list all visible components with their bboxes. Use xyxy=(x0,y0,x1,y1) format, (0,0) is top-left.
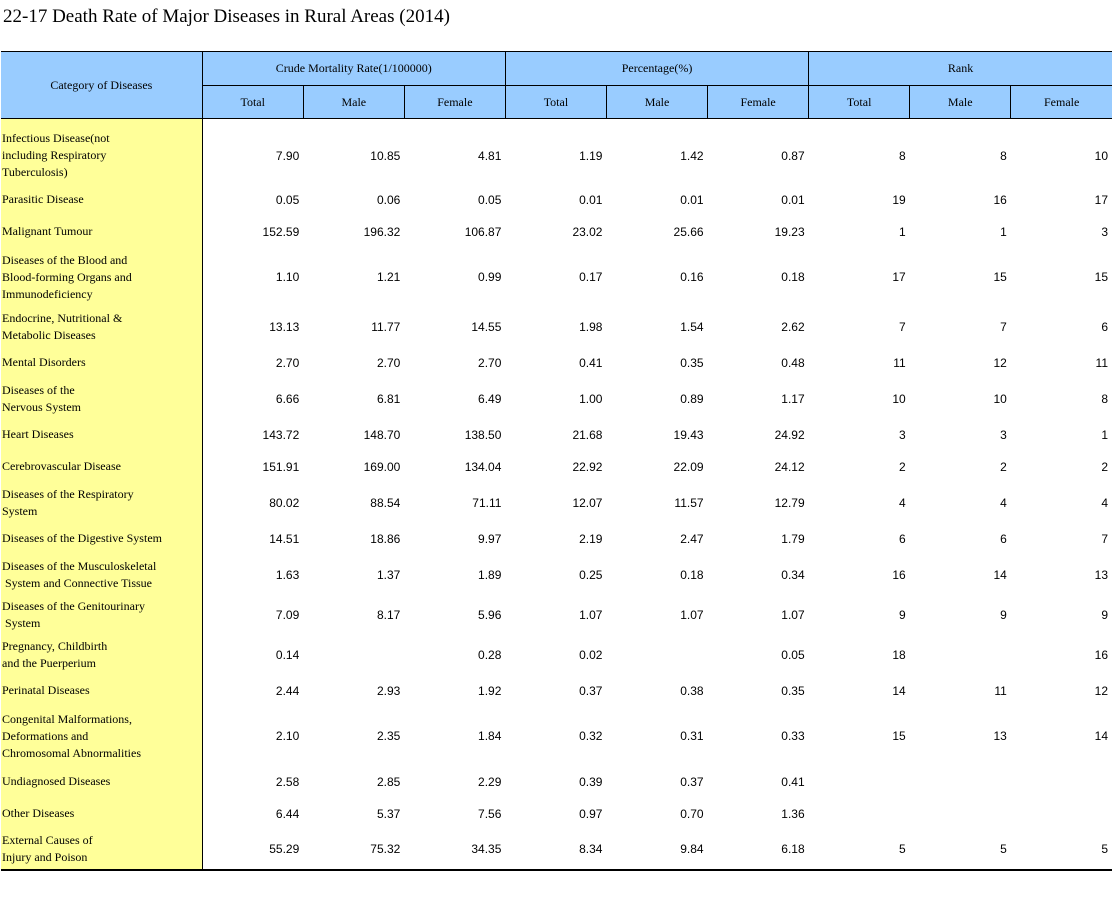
header-sub-total: Total xyxy=(202,86,303,119)
value-cell: 2.10 xyxy=(275,729,300,743)
header-sub-male: Male xyxy=(303,86,404,119)
category-line: Parasitic Disease xyxy=(2,192,84,206)
value-cell: 138.50 xyxy=(464,427,502,442)
value-cell: 0.14 xyxy=(275,647,300,662)
value-cell: 0.01 xyxy=(579,192,603,207)
category-line: Diseases of the Genitourinary xyxy=(2,598,145,613)
category-line: Diseases of the Blood and xyxy=(2,252,128,267)
value-cell: 2.70 xyxy=(376,355,401,370)
value-cell: 2.85 xyxy=(376,774,401,789)
value-cell: 2.58 xyxy=(275,774,300,789)
value-cell: 22.09 xyxy=(673,459,704,474)
value-cell: 2.19 xyxy=(579,531,603,546)
value-cell: 80.02 xyxy=(269,495,300,510)
value-cell: 17 xyxy=(892,270,906,284)
value-cell xyxy=(1011,766,1112,798)
value-cell: 152.59 xyxy=(262,224,300,239)
value-cell: 0.31 xyxy=(680,729,704,743)
value-cell: 14.55 xyxy=(471,319,502,334)
value-cell: 1.19 xyxy=(579,148,603,163)
value-cell: 19.23 xyxy=(774,224,805,239)
value-cell: 0.89 xyxy=(680,391,704,406)
value-cell: 5 xyxy=(1011,830,1112,870)
value-cell: 23.02 xyxy=(572,224,603,239)
category-line: and the Puerperium xyxy=(2,655,96,670)
category-line: Mental Disorders xyxy=(2,355,86,369)
value-cell: 0.97 xyxy=(579,806,603,821)
value-cell xyxy=(910,766,1011,798)
value-cell: 14 xyxy=(1094,729,1108,743)
category-line: Diseases of the Digestive System xyxy=(2,531,162,545)
value-cell xyxy=(910,798,1011,830)
value-cell: 6.81 xyxy=(376,391,401,406)
value-cell: 22.92 xyxy=(572,459,603,474)
value-cell: 0.05 xyxy=(478,192,502,207)
category-line: External Causes of xyxy=(2,833,93,847)
value-cell: 1.63 xyxy=(275,567,300,582)
value-cell xyxy=(809,766,910,798)
value-cell: 8.17 xyxy=(376,607,401,622)
header-sub-female: Female xyxy=(404,86,505,119)
category-cell xyxy=(1,119,202,184)
value-cell: 12.07 xyxy=(572,495,603,510)
value-cell: 0.35 xyxy=(680,355,704,370)
category-line: Nervous System xyxy=(2,399,81,414)
category-line: Metabolic Diseases xyxy=(2,327,96,342)
value-cell: 196.32 xyxy=(363,224,401,239)
header-group-percentage: Percentage(%) xyxy=(505,52,808,86)
value-cell: 0.18 xyxy=(781,270,805,284)
value-cell: 2.93 xyxy=(376,683,401,698)
category-line: Perinatal Diseases xyxy=(2,683,90,697)
value-cell: 1.98 xyxy=(579,319,603,334)
value-cell: 25.66 xyxy=(673,224,704,239)
value-cell: 10 xyxy=(892,391,906,406)
value-cell: 2.47 xyxy=(680,531,704,546)
category-cell xyxy=(1,216,202,248)
value-cell: 151.91 xyxy=(262,459,300,474)
value-cell: 12 xyxy=(1094,683,1108,698)
value-cell: 1.07 xyxy=(781,607,805,622)
value-cell xyxy=(303,635,404,675)
value-cell: 1 xyxy=(1000,224,1007,239)
category-line: Pregnancy, Childbirth xyxy=(2,638,108,653)
header-category: Category of Diseases xyxy=(1,52,202,119)
value-cell: 4 xyxy=(1101,495,1108,510)
value-cell: 1 xyxy=(899,224,906,239)
value-cell: 16 xyxy=(892,567,906,582)
value-cell: 0.37 xyxy=(579,683,603,698)
value-cell: 11.77 xyxy=(371,319,401,334)
category-line: Deformations and xyxy=(2,728,89,743)
value-cell: 134.04 xyxy=(464,459,502,474)
value-cell: 13.13 xyxy=(269,319,300,334)
category-line: Injury and Poison xyxy=(2,850,88,864)
header-group-rank: Rank xyxy=(809,52,1112,86)
value-cell: 2.70 xyxy=(275,355,300,370)
category-line: Tuberculosis) xyxy=(2,165,68,180)
value-cell: 143.72 xyxy=(262,427,300,442)
category-line: Blood-forming Organs and xyxy=(2,269,132,284)
value-cell: 0.17 xyxy=(579,270,603,284)
category-line: Cerebrovascular Disease xyxy=(2,459,121,473)
header-sub-total: Total xyxy=(505,86,606,119)
value-cell: 8.34 xyxy=(505,830,606,870)
value-cell: 55.29 xyxy=(202,830,303,870)
value-cell: 2 xyxy=(1000,459,1007,474)
value-cell: 14.51 xyxy=(269,531,300,546)
value-cell: 4 xyxy=(899,495,906,510)
value-cell: 1.37 xyxy=(376,567,401,582)
value-cell: 15 xyxy=(892,729,906,743)
table-row xyxy=(1,216,1112,248)
value-cell: 0.48 xyxy=(781,355,805,370)
value-cell: 0.32 xyxy=(579,729,603,743)
value-cell: 1.07 xyxy=(579,607,603,622)
category-cell xyxy=(1,830,202,870)
value-cell: 2.35 xyxy=(376,729,401,743)
table-row xyxy=(1,798,1112,830)
value-cell: 0.18 xyxy=(680,567,704,582)
value-cell: 9.97 xyxy=(478,531,502,546)
value-cell: 0.39 xyxy=(579,774,603,789)
value-cell: 0.35 xyxy=(781,683,805,698)
value-cell: 2 xyxy=(1101,459,1108,474)
value-cell: 4.81 xyxy=(478,148,502,163)
header-sub-female: Female xyxy=(1011,86,1112,119)
category-line: Other Diseases xyxy=(2,806,75,820)
value-cell: 8 xyxy=(1101,391,1108,406)
value-cell: 1.89 xyxy=(478,567,502,582)
value-cell: 8 xyxy=(1000,148,1007,163)
value-cell: 18 xyxy=(892,647,906,662)
table-row xyxy=(1,379,1112,419)
value-cell: 1.00 xyxy=(579,391,603,406)
table-row xyxy=(1,766,1112,798)
category-line: including Respiratory xyxy=(2,148,107,163)
value-cell: 0.33 xyxy=(781,729,805,743)
value-cell: 1 xyxy=(1101,427,1108,442)
value-cell: 0.38 xyxy=(680,683,704,698)
value-cell xyxy=(606,635,707,675)
table-row xyxy=(1,184,1112,216)
value-cell: 6.18 xyxy=(708,830,809,870)
value-cell: 0.16 xyxy=(680,270,704,284)
value-cell: 6.49 xyxy=(478,391,502,406)
value-cell: 0.99 xyxy=(478,270,502,284)
table-body xyxy=(1,119,1112,870)
category-cell xyxy=(1,595,202,635)
value-cell: 3 xyxy=(899,427,906,442)
table-row xyxy=(1,483,1112,523)
value-cell: 7.09 xyxy=(275,607,300,622)
value-cell: 5 xyxy=(910,830,1011,870)
category-line: System xyxy=(2,615,41,630)
value-cell: 19.43 xyxy=(673,427,704,442)
value-cell: 0.37 xyxy=(680,774,704,789)
value-cell: 3 xyxy=(1101,224,1108,239)
value-cell: 6.44 xyxy=(275,806,300,821)
category-cell xyxy=(1,307,202,347)
value-cell: 10 xyxy=(993,391,1007,406)
category-line: System xyxy=(2,503,38,518)
category-cell xyxy=(1,451,202,483)
value-cell: 11.57 xyxy=(674,495,704,510)
value-cell: 5.37 xyxy=(376,806,401,821)
category-line: Chromosomal Abnormalities xyxy=(2,745,141,760)
value-cell: 19 xyxy=(892,192,906,207)
value-cell: 21.68 xyxy=(572,427,603,442)
value-cell: 15 xyxy=(993,270,1007,284)
value-cell: 11 xyxy=(994,683,1007,698)
value-cell: 1.36 xyxy=(781,806,805,821)
value-cell: 7 xyxy=(1000,319,1007,334)
header-sub-female: Female xyxy=(708,86,809,119)
value-cell: 75.32 xyxy=(303,830,404,870)
value-cell: 10 xyxy=(1094,148,1108,163)
category-cell xyxy=(1,184,202,216)
value-cell: 9 xyxy=(1101,607,1108,622)
header-sub-male: Male xyxy=(910,86,1011,119)
value-cell: 1.84 xyxy=(478,729,502,743)
value-cell: 9 xyxy=(1000,607,1007,622)
header-sub-total: Total xyxy=(809,86,910,119)
value-cell: 2 xyxy=(899,459,906,474)
data-table xyxy=(1,51,1112,871)
value-cell: 1.17 xyxy=(781,391,805,406)
value-cell: 7 xyxy=(899,319,906,334)
category-line: Immunodeficiency xyxy=(2,286,93,301)
category-cell xyxy=(1,483,202,523)
value-cell: 4 xyxy=(1000,495,1007,510)
value-cell: 0.02 xyxy=(579,647,603,662)
value-cell: 13 xyxy=(1094,567,1108,582)
value-cell: 5 xyxy=(809,830,910,870)
table-row xyxy=(1,248,1112,307)
category-cell xyxy=(1,523,202,555)
value-cell: 2.29 xyxy=(478,774,502,789)
value-cell: 0.25 xyxy=(579,567,603,582)
table-row xyxy=(1,675,1112,707)
value-cell: 11 xyxy=(1095,355,1108,370)
table-row xyxy=(1,119,1112,184)
table-row xyxy=(1,307,1112,347)
value-cell: 7.90 xyxy=(275,148,300,163)
category-cell xyxy=(1,798,202,830)
category-cell xyxy=(1,379,202,419)
value-cell: 1.79 xyxy=(781,531,805,546)
value-cell: 12.79 xyxy=(774,495,805,510)
value-cell: 17 xyxy=(1094,192,1108,207)
category-line: Diseases of the Musculoskeletal xyxy=(2,558,157,573)
value-cell: 24.12 xyxy=(774,459,805,474)
table-row xyxy=(1,419,1112,451)
value-cell: 24.92 xyxy=(774,427,805,442)
table-row xyxy=(1,707,1112,766)
category-line: Undiagnosed Diseases xyxy=(2,774,111,788)
category-cell xyxy=(1,248,202,307)
value-cell: 106.87 xyxy=(464,224,502,239)
table-row xyxy=(1,595,1112,635)
value-cell: 0.70 xyxy=(680,806,704,821)
value-cell: 6 xyxy=(1101,319,1108,334)
value-cell: 1.92 xyxy=(478,683,502,698)
category-cell xyxy=(1,707,202,766)
value-cell: 7 xyxy=(1101,531,1108,546)
category-line: Congenital Malformations, xyxy=(2,711,132,726)
table-row xyxy=(1,347,1112,379)
value-cell: 9 xyxy=(899,607,906,622)
value-cell: 16 xyxy=(993,192,1007,207)
value-cell: 18.86 xyxy=(370,531,401,546)
value-cell: 12 xyxy=(993,355,1007,370)
category-line: Diseases of the xyxy=(2,382,75,397)
value-cell: 148.70 xyxy=(363,427,401,442)
category-cell xyxy=(1,347,202,379)
category-line: Malignant Tumour xyxy=(2,224,93,238)
table-row xyxy=(1,523,1112,555)
value-cell: 6 xyxy=(899,531,906,546)
table-row xyxy=(1,451,1112,483)
value-cell: 11 xyxy=(893,355,906,370)
value-cell: 8 xyxy=(899,148,906,163)
value-cell: 1.54 xyxy=(680,319,704,334)
table-row xyxy=(1,635,1112,675)
table-row xyxy=(1,555,1112,595)
category-line: System and Connective Tissue xyxy=(2,575,153,590)
page-title: 22-17 Death Rate of Major Diseases in Rural Areas (2014) xyxy=(3,6,450,27)
value-cell xyxy=(809,798,910,830)
value-cell: 16 xyxy=(1094,647,1108,662)
value-cell: 1.21 xyxy=(376,270,401,284)
value-cell: 0.05 xyxy=(781,647,805,662)
value-cell: 1.42 xyxy=(680,148,704,163)
value-cell: 0.87 xyxy=(781,148,805,163)
category-line: Infectious Disease(not xyxy=(2,131,110,146)
category-cell xyxy=(1,766,202,798)
value-cell: 0.06 xyxy=(376,192,401,207)
category-cell xyxy=(1,675,202,707)
value-cell: 14 xyxy=(993,567,1007,582)
category-cell xyxy=(1,635,202,675)
value-cell: 34.35 xyxy=(404,830,505,870)
value-cell: 0.28 xyxy=(478,647,502,662)
value-cell: 10.85 xyxy=(370,148,401,163)
header-group-crude-mortality: Crude Mortality Rate(1/100000) xyxy=(202,52,505,86)
value-cell: 71.11 xyxy=(472,495,502,510)
value-cell: 2.70 xyxy=(478,355,502,370)
value-cell: 1.10 xyxy=(275,270,300,284)
value-cell: 15 xyxy=(1094,270,1108,284)
category-cell xyxy=(1,555,202,595)
value-cell: 169.00 xyxy=(363,459,401,474)
value-cell: 13 xyxy=(993,729,1007,743)
value-cell: 0.01 xyxy=(680,192,704,207)
value-cell: 0.41 xyxy=(781,774,805,789)
value-cell: 0.34 xyxy=(781,567,805,582)
value-cell: 2.62 xyxy=(781,319,805,334)
value-cell: 0.01 xyxy=(781,192,805,207)
category-line: Heart Diseases xyxy=(2,427,74,441)
value-cell: 7.56 xyxy=(478,806,502,821)
value-cell: 88.54 xyxy=(370,495,401,510)
category-line: Diseases of the Respiratory xyxy=(2,486,134,501)
header-sub-male: Male xyxy=(606,86,707,119)
value-cell: 14 xyxy=(892,683,906,698)
value-cell: 3 xyxy=(1000,427,1007,442)
value-cell: 0.05 xyxy=(275,192,300,207)
value-cell: 1.07 xyxy=(680,607,704,622)
category-line: Endocrine, Nutritional & xyxy=(2,310,123,325)
value-cell: 6 xyxy=(1000,531,1007,546)
value-cell: 9.84 xyxy=(606,830,707,870)
table-row xyxy=(1,830,1112,870)
value-cell xyxy=(910,635,1011,675)
category-cell xyxy=(1,419,202,451)
value-cell: 6.66 xyxy=(275,391,300,406)
value-cell: 0.41 xyxy=(579,355,603,370)
value-cell: 5.96 xyxy=(478,607,502,622)
value-cell xyxy=(1011,798,1112,830)
value-cell: 2.44 xyxy=(275,683,300,698)
